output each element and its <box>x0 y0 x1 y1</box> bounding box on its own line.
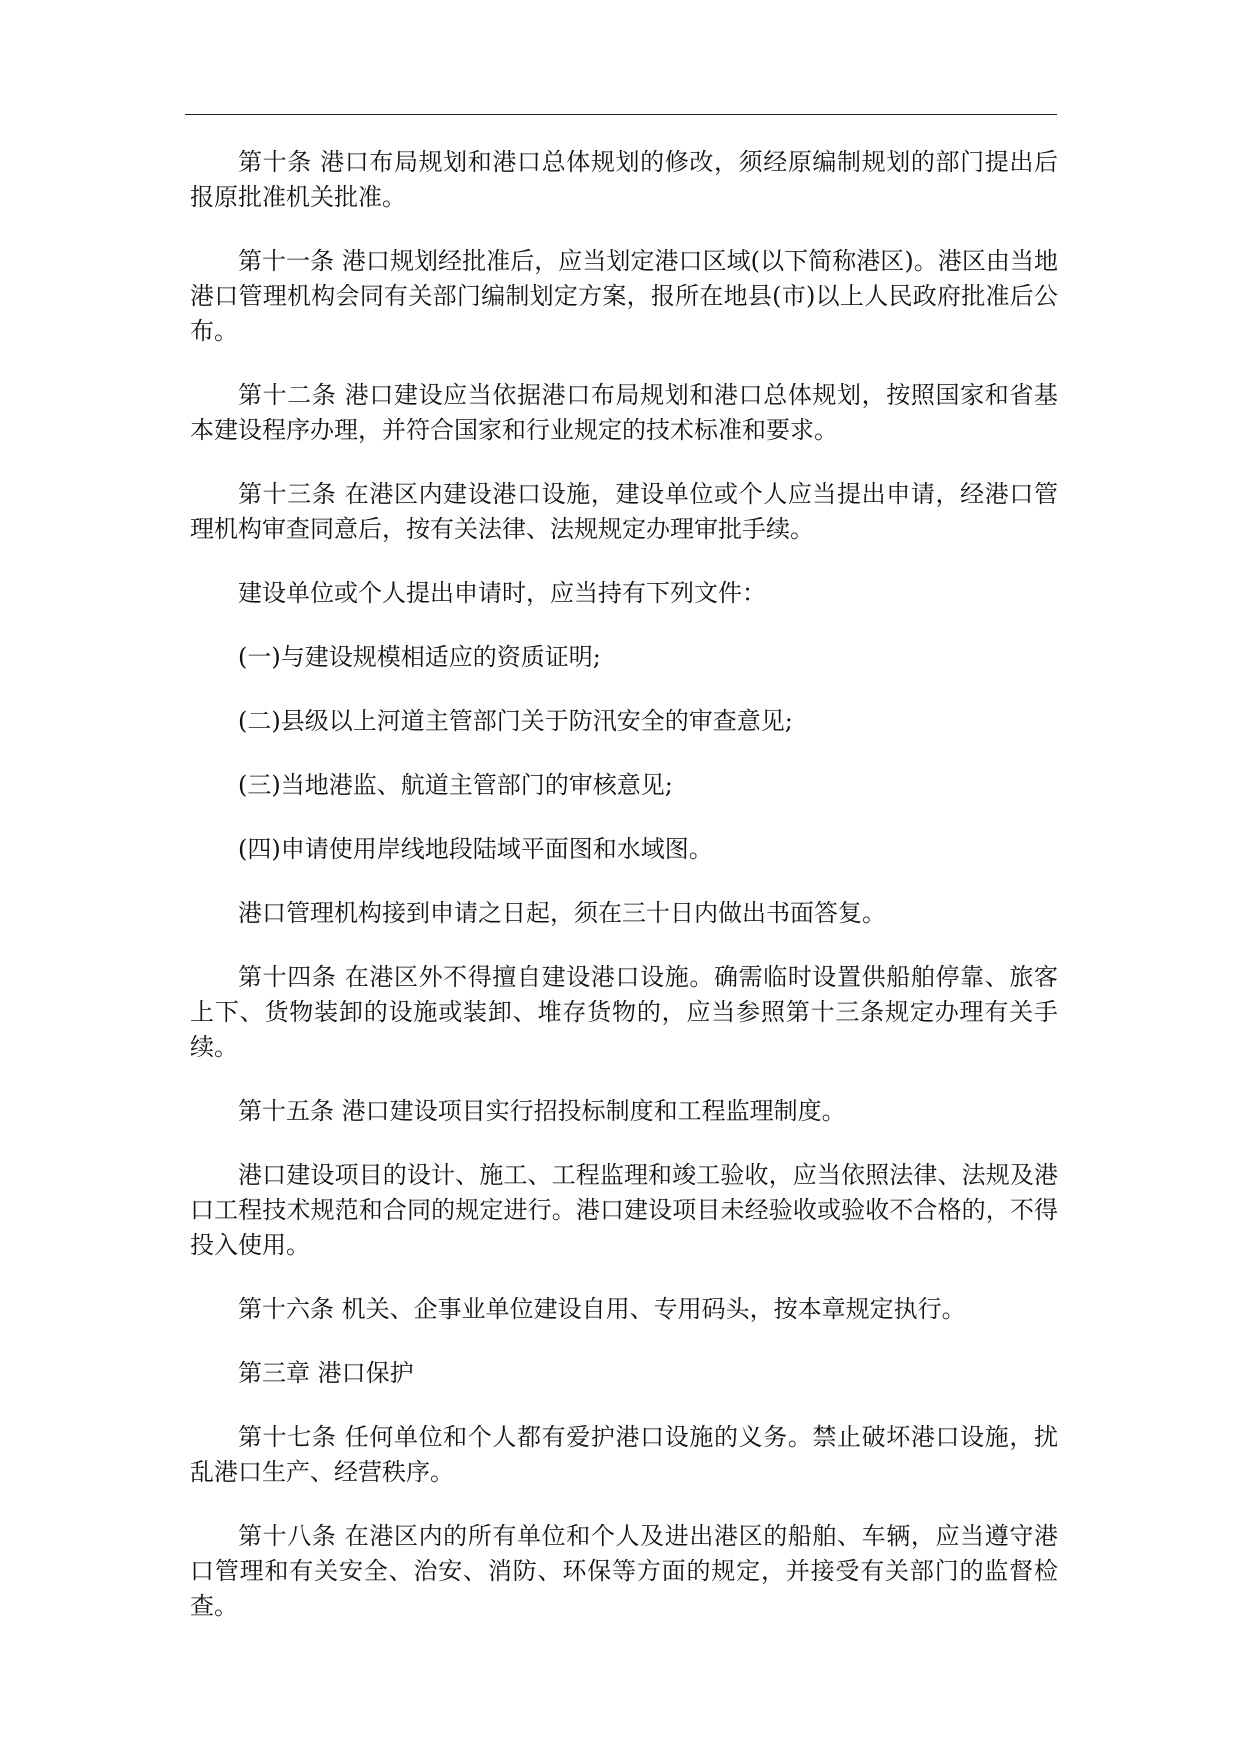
paragraph-reply-deadline: 港口管理机构接到申请之日起，须在三十日内做出书面答复。 <box>238 899 886 927</box>
paragraph-article-13: 第十三条 在港区内建设港口设施，建设单位或个人应当提出申请，经港口管理机构审查同意后，按有关法律、法规规定办理审批手续。 <box>190 480 1058 543</box>
document-body <box>190 145 1058 1653</box>
list-item-1: (一)与建设规模相适应的资质证明; <box>238 643 601 671</box>
paragraph-article-18: 第十八条 在港区内的所有单位和个人及进出港区的船舶、车辆，应当遵守港口管理和有关安全、治安、消防、环保等方面的规定，并接受有关部门的监督检查。 <box>190 1522 1058 1620</box>
paragraph-article-17: 第十七条 任何单位和个人都有爱护港口设施的义务。禁止破坏港口设施，扰乱港口生产、经营秩序。 <box>190 1423 1058 1486</box>
list-item-4: (四)申请使用岸线地段陆域平面图和水域图。 <box>238 835 713 863</box>
paragraph-article-15: 第十五条 港口建设项目实行招投标制度和工程监理制度。 <box>238 1097 846 1125</box>
list-item-3: (三)当地港监、航道主管部门的审核意见; <box>238 771 673 799</box>
paragraph-article-14: 第十四条 在港区外不得擅自建设港口设施。确需临时设置供船舶停靠、旅客上下、货物装卸的设施或装卸、堆存货物的，应当参照第十三条规定办理有关手续。 <box>190 963 1058 1061</box>
paragraph-article-10: 第十条 港口布局规划和港口总体规划的修改，须经原编制规划的部门提出后报原批准机关批准。 <box>190 148 1058 211</box>
list-item-2: (二)县级以上河道主管部门关于防汛安全的审查意见; <box>238 707 793 735</box>
paragraph-project-acceptance: 港口建设项目的设计、施工、工程监理和竣工验收，应当依照法律、法规及港口工程技术规范和合同的规定进行。港口建设项目未经验收或验收不合格的，不得投入使用。 <box>190 1161 1058 1259</box>
paragraph-article-12: 第十二条 港口建设应当依据港口布局规划和港口总体规划，按照国家和省基本建设程序办理，并符合国家和行业规定的技术标准和要求。 <box>190 381 1058 444</box>
paragraph-article-16: 第十六条 机关、企事业单位建设自用、专用码头，按本章规定执行。 <box>238 1295 966 1323</box>
chapter-heading: 第三章 港口保护 <box>238 1359 414 1387</box>
header-rule <box>185 114 1057 115</box>
paragraph-article-11: 第十一条 港口规划经批准后，应当划定港口区域(以下简称港区)。港区由当地港口管理机构会同有关部门编制划定方案，报所在地县(市)以上人民政府批准后公布。 <box>190 247 1058 345</box>
paragraph-required-documents: 建设单位或个人提出申请时，应当持有下列文件： <box>238 579 766 607</box>
